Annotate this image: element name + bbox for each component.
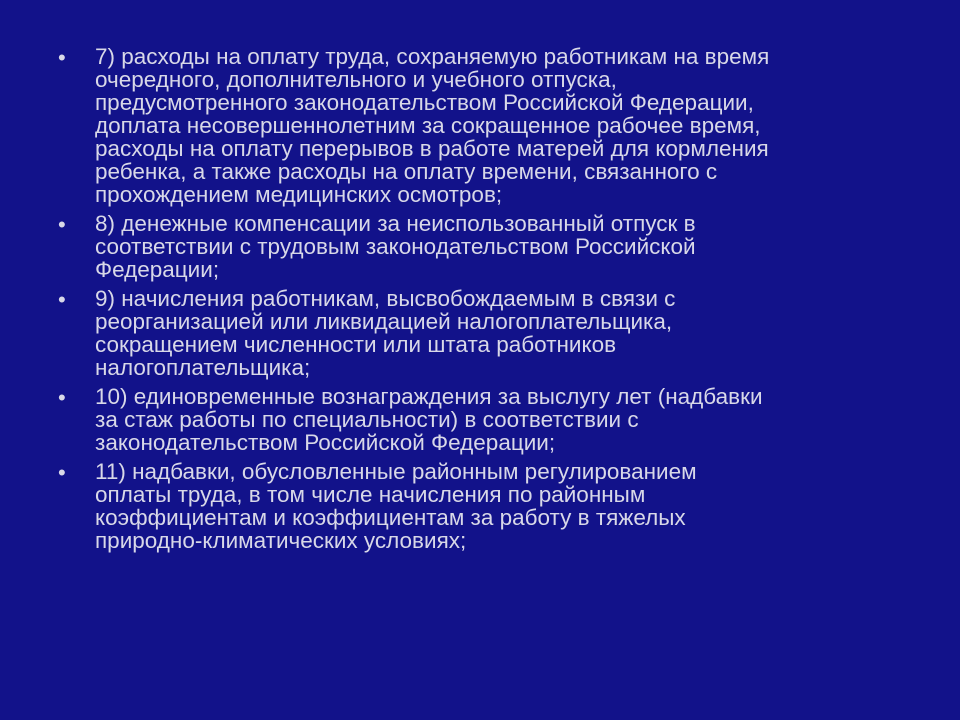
list-item <box>58 45 908 206</box>
bullet-list <box>58 45 908 558</box>
list-item-text: 7) расходы на оплату труда, сохраняемую работникам на время очередного, дополнительного и учебного отпуска, предусмотренного законодательством Российской Федерации, доплата несовершеннолетним за сокращенное рабочее время, расходы на оплату перерывов в работе матерей для кормления ребенка, а также расходы на оплату времени, связанного с прохождением медицинских осмотров; <box>95 44 770 207</box>
list-item <box>58 212 908 281</box>
list-item-text: 9) начисления работникам, высвобождаемым в связи с реорганизацией или ликвидацией налогоплательщика, сокращением численности или штата работников налогоплательщика; <box>95 286 676 380</box>
bullet-icon: • <box>58 460 66 485</box>
list-item-text: 10) единовременные вознаграждения за выслугу лет (надбавки за стаж работы по специальности) в соответствии с законодательством Российской Федерации; <box>95 384 763 455</box>
list-item <box>58 460 908 552</box>
bullet-icon: • <box>58 212 66 237</box>
list-item <box>58 385 908 454</box>
bullet-icon: • <box>58 287 66 312</box>
list-item-text: 8) денежные компенсации за неиспользованный отпуск в соответствии с трудовым законодательством Российской Федерации; <box>95 211 696 282</box>
list-item <box>58 287 908 379</box>
bullet-icon: • <box>58 385 66 410</box>
bullet-icon: • <box>58 45 66 70</box>
list-item-text: 11) надбавки, обусловленные районным регулированием оплаты труда, в том числе начисления по районным коэффициентам и коэффициентам за работу в тяжелых природно-климатических условиях; <box>95 459 697 553</box>
